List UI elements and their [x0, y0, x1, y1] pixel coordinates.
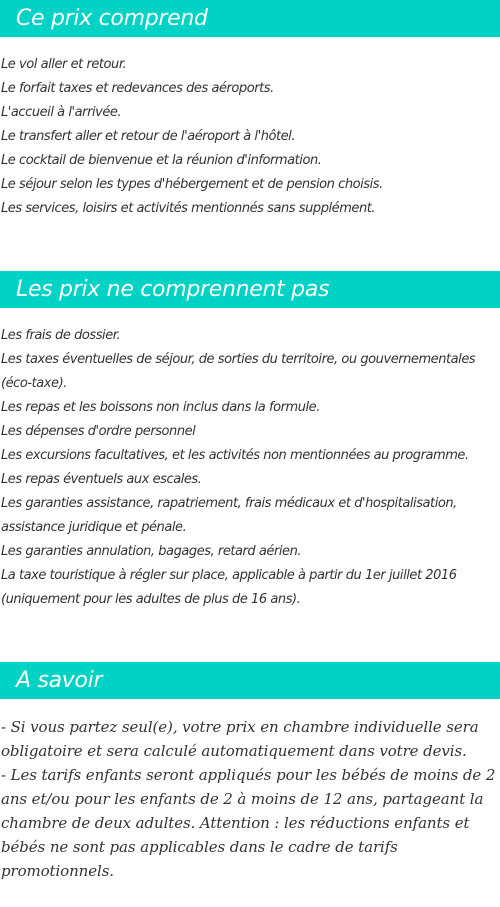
included-list — [1, 53, 497, 221]
list-item: Les dépenses d'ordre personnel — [1, 424, 196, 439]
list-item: Les taxes éventuelles de séjour, de sorties du territoire, ou gouvernementales (éco-taxe). — [1, 352, 476, 391]
list-item: Le vol aller et retour. — [1, 57, 127, 72]
list-item: Le séjour selon les types d'hébergement et de pension choisis. — [1, 177, 383, 192]
list-item: Les repas et les boissons non inclus dans la formule. — [1, 400, 320, 415]
info-paragraph: - Si vous partez seul(e), votre prix en chambre individuelle sera obligatoire et sera calculé automatiquement dans votre devis. — [1, 718, 479, 760]
list-item: La taxe touristique à régler sur place, applicable à partir du 1er juillet 2016 (uniquement pour les adultes de plus de 16 ans). — [1, 568, 457, 607]
list-item: Les excursions facultatives, et les activités non mentionnées au programme. — [1, 448, 469, 463]
list-item: Les garanties assistance, rapatriement, frais médicaux et d'hospitalisation, assistance juridique et pénale. — [1, 496, 457, 535]
included-section-header: Ce prix comprend — [0, 0, 500, 37]
list-item: Le forfait taxes et redevances des aéroports. — [1, 81, 274, 96]
list-item: L'accueil à l'arrivée. — [1, 105, 122, 120]
to-know-section-header: A savoir — [0, 662, 500, 699]
excluded-list — [1, 324, 497, 612]
list-item: Le transfert aller et retour de l'aéroport à l'hôtel. — [1, 129, 296, 144]
list-item: Les frais de dossier. — [1, 328, 121, 343]
to-know-text — [1, 715, 497, 883]
list-item: Les repas éventuels aux escales. — [1, 472, 202, 487]
list-item: Les services, loisirs et activités mentionnés sans supplément. — [1, 201, 376, 216]
info-paragraph: - Les tarifs enfants seront appliqués pour les bébés de moins de 2 ans et/ou pour les enfants de 2 à moins de 12 ans, partageant la chambre de deux adultes. Attention : les réductions enfants et bébés ne sont pas applicables dans le cadre de tarifs promotionnels. — [1, 766, 496, 880]
excluded-section-header: Les prix ne comprennent pas — [0, 271, 500, 308]
list-item: Le cocktail de bienvenue et la réunion d'information. — [1, 153, 322, 168]
list-item: Les garanties annulation, bagages, retard aérien. — [1, 544, 302, 559]
